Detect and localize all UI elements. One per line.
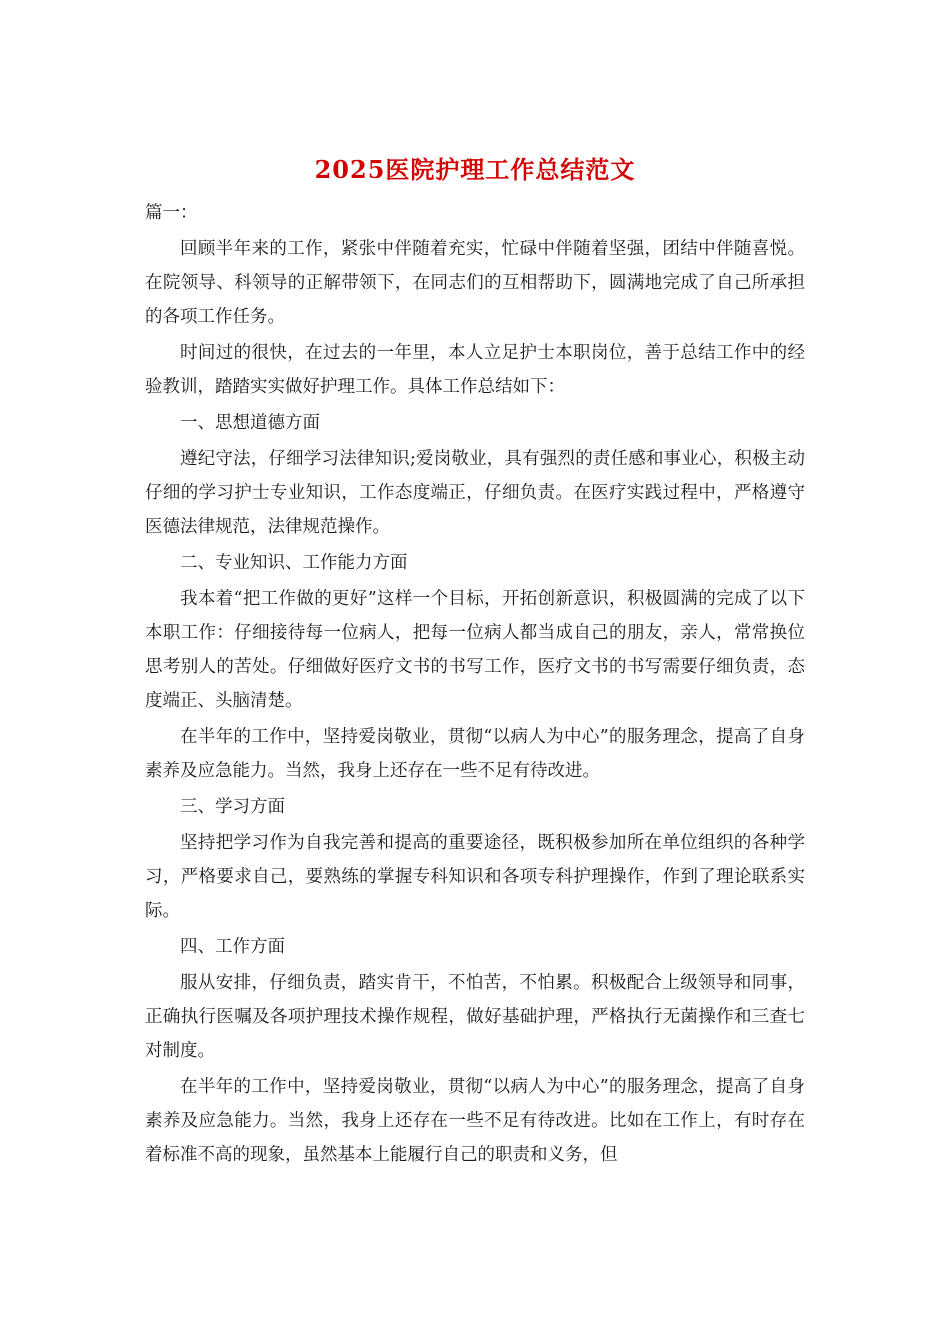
section-heading: 二、专业知识、工作能力方面 [180, 553, 408, 573]
paragraph: 服从安排，仔细负责，踏实肯干，不怕苦，不怕累。积极配合上级领导和同事，正确执行医嘱及各项护理技术操作规程，做好基础护理，严格执行无菌操作和三查七对制度。 [145, 973, 805, 1061]
document-body [145, 196, 805, 1174]
paragraph: 在半年的工作中，坚持爱岗敬业，贯彻“以病人为中心”的服务理念，提高了自身素养及应急能力。当然，我身上还存在一些不足有待改进。 [145, 727, 805, 781]
paragraph: 在半年的工作中，坚持爱岗敬业，贯彻“以病人为中心”的服务理念，提高了自身素养及应急能力。当然，我身上还存在一些不足有待改进。比如在工作上，有时存在着标准不高的现象，虽然基本上能履行自己的职责和义务，但 [145, 1077, 805, 1165]
paragraph: 坚持把学习作为自我完善和提高的重要途径，既积极参加所在单位组织的各种学习，严格要求自己，要熟练的掌握专科知识和各项专科护理操作，作到了理论联系实际。 [145, 833, 805, 921]
paragraph: 时间过的很快，在过去的一年里，本人立足护士本职岗位，善于总结工作中的经验教训，踏踏实实做好护理工作。具体工作总结如下： [145, 343, 805, 397]
document-title: 2025医院护理工作总结范文 [314, 155, 636, 184]
section-heading: 三、学习方面 [180, 797, 285, 817]
section-heading: 一、思想道德方面 [180, 413, 320, 433]
section-heading: 四、工作方面 [180, 937, 285, 957]
part-label: 篇一： [145, 203, 198, 223]
paragraph: 回顾半年来的工作，紧张中伴随着充实，忙碌中伴随着坚强，团结中伴随喜悦。在院领导、科领导的正解带领下，在同志们的互相帮助下，圆满地完成了自己所承担的各项工作任务。 [145, 239, 805, 327]
paragraph: 遵纪守法，仔细学习法律知识;爱岗敬业，具有强烈的责任感和事业心，积极主动仔细的学习护士专业知识，工作态度端正，仔细负责。在医疗实践过程中，严格遵守医德法律规范，法律规范操作。 [145, 449, 805, 537]
paragraph: 我本着“把工作做的更好”这样一个目标，开拓创新意识，积极圆满的完成了以下本职工作：仔细接待每一位病人，把每一位病人都当成自己的朋友，亲人，常常换位思考别人的苦处。仔细做好医疗文书的书写工作，医疗文书的书写需要仔细负责，态度端正、头脑清楚。 [145, 589, 805, 711]
